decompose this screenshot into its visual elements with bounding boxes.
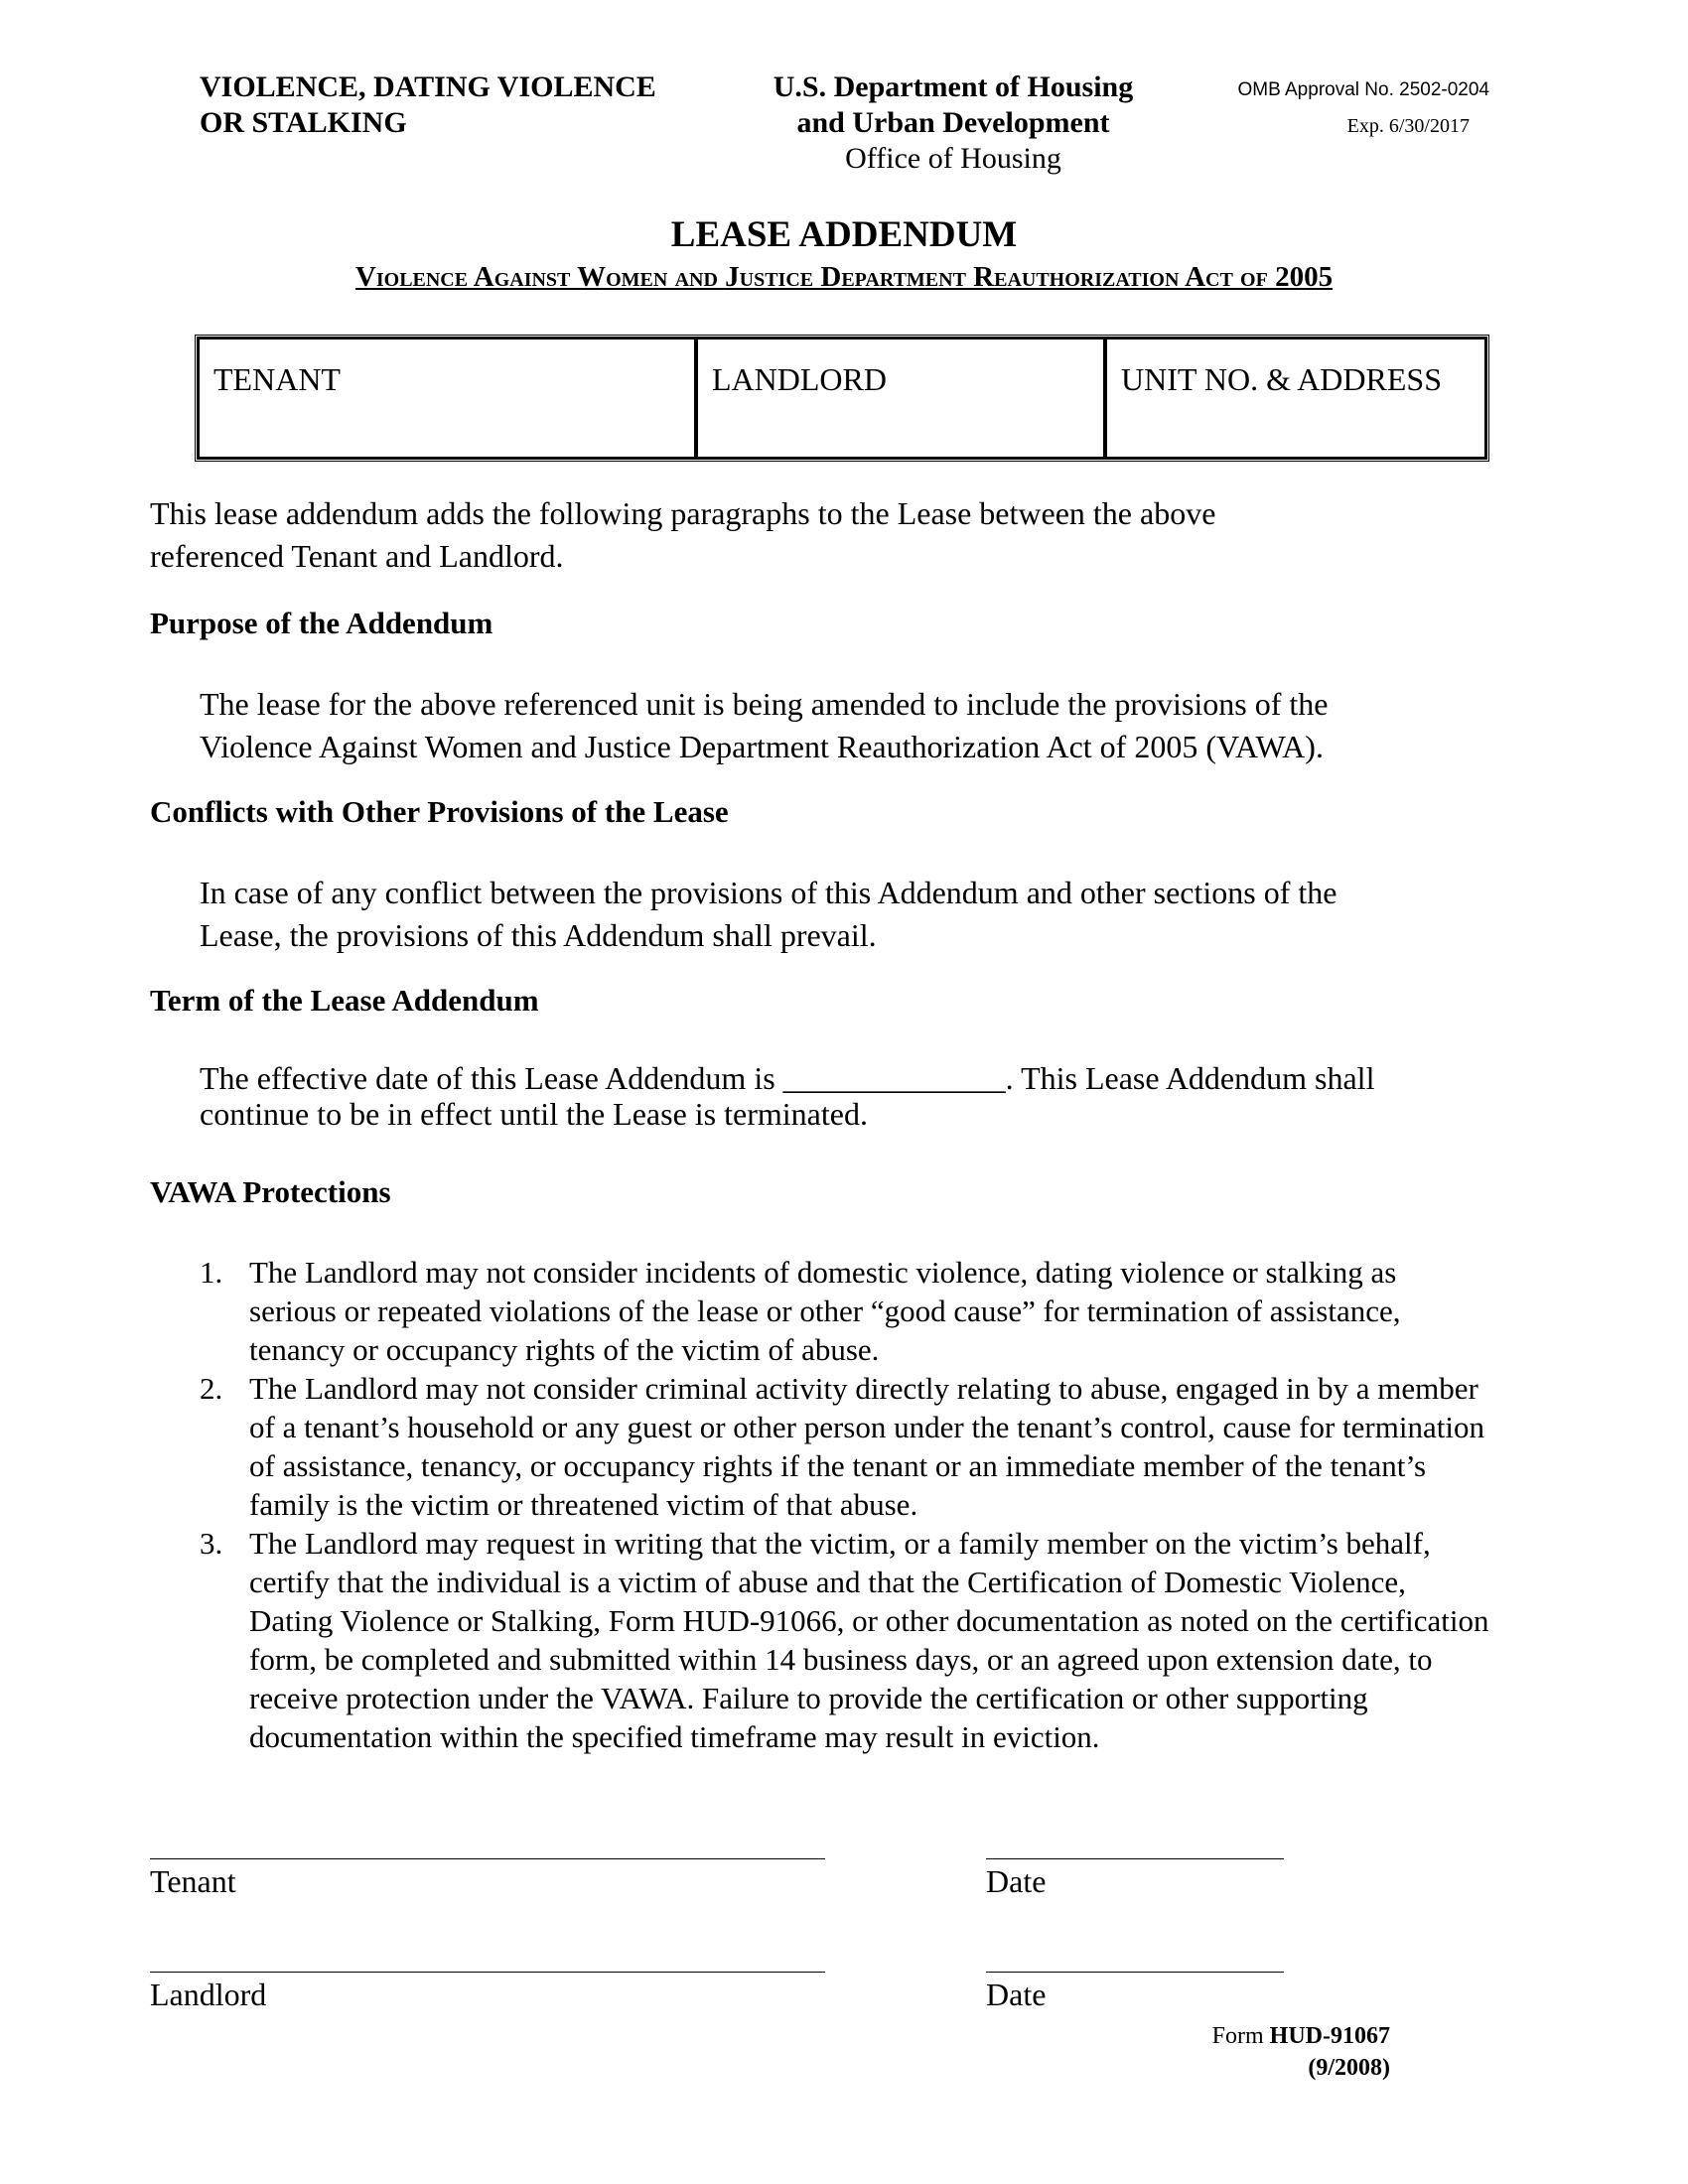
unit-address-cell[interactable]: UNIT NO. & ADDRESS xyxy=(1105,338,1486,459)
department-office: Office of Housing xyxy=(845,142,1061,175)
vawa-list xyxy=(200,1253,1490,1756)
omb-approval: OMB Approval No. 2502-0204 xyxy=(1237,79,1489,100)
tenant-date-line[interactable] xyxy=(986,1858,1284,1859)
tenant-cell[interactable]: TENANT xyxy=(198,338,696,459)
term-text-line2: continue to be in effect until the Lease is terminated. xyxy=(200,1096,868,1132)
omb-block xyxy=(1192,79,1489,138)
document-subtitle: Violence Against Women and Justice Department Reauthorization Act of 2005 xyxy=(354,261,1334,293)
landlord-date-label: Date xyxy=(986,1977,1047,2012)
department-line2: and Urban Development xyxy=(796,106,1110,139)
form-number: HUD-91067 xyxy=(1269,2023,1390,2049)
tenant-date-label: Date xyxy=(986,1863,1047,1899)
vawa-item xyxy=(200,1524,1490,1756)
form-prefix: Form xyxy=(1211,2023,1264,2049)
form-identifier xyxy=(1182,2020,1390,2084)
purpose-heading: Purpose of the Addendum xyxy=(150,606,493,640)
vawa-heading: VAWA Protections xyxy=(150,1174,391,1209)
department-block xyxy=(735,69,1172,177)
landlord-signature-line[interactable] xyxy=(150,1972,825,1973)
tenant-signature-label: Tenant xyxy=(150,1863,236,1899)
vawa-item-text: The Landlord may not consider criminal activity directly relating to abuse, engaged in by a member of a tenant’s household or any guest or other person under the tenant’s control, cause for termination of assistance, tenancy, or occupancy rights if the tenant or an immediate member of the tenant’s family is the victim or threatened victim of that abuse. xyxy=(249,1371,1484,1522)
vawa-item-number: 1. xyxy=(200,1255,223,1290)
landlord-date-line[interactable] xyxy=(986,1972,1284,1973)
vawa-item-number: 3. xyxy=(200,1526,223,1561)
expiration-date: Exp. 6/30/2017 xyxy=(1346,115,1470,137)
form-category-line1: VIOLENCE, DATING VIOLENCE xyxy=(200,70,656,103)
purpose-text-line1: The lease for the above referenced unit is being amended to include the provisions of the xyxy=(200,686,1329,722)
conflicts-text xyxy=(200,872,1471,957)
vawa-item xyxy=(200,1369,1490,1524)
term-text xyxy=(200,1060,1471,1132)
intro-paragraph: This lease addendum adds the following paragraphs to the Lease between the above referenced Tenant and Landlord. xyxy=(150,495,1216,574)
tenant-signature-line[interactable] xyxy=(150,1858,825,1859)
vawa-item-text: The Landlord may not consider incidents of domestic violence, dating violence or stalking as serious or repeated violations of the lease or other “good cause” for termination of assistance, tenancy or occupancy rights of the victim of abuse. xyxy=(249,1255,1401,1367)
parties-table xyxy=(195,335,1489,462)
form-revision: (9/2008) xyxy=(1308,2055,1390,2081)
conflicts-text-line1: In case of any conflict between the provisions of this Addendum and other sections of the xyxy=(200,875,1337,910)
vawa-item-text: The Landlord may request in writing that the victim, or a family member on the victim’s behalf, certify that the individual is a victim of abuse and that the Certification of Domestic Violence, Dating Violence or Stalking, Form HUD-91066, or other documentation as noted on the certification form, be completed and submitted within 14 business days, or an agreed upon extension date, to receive protection under the VAWA. Failure to provide the certification or other supporting documentation within the specified timeframe may result in eviction. xyxy=(249,1526,1489,1754)
conflicts-heading: Conflicts with Other Provisions of the Lease xyxy=(150,794,729,829)
document-title: LEASE ADDENDUM xyxy=(670,214,1018,255)
department-line1: U.S. Department of Housing xyxy=(773,70,1134,103)
vawa-item xyxy=(200,1253,1490,1369)
landlord-cell[interactable]: LANDLORD xyxy=(696,338,1105,459)
landlord-signature-label: Landlord xyxy=(150,1977,267,2012)
parties-row xyxy=(198,338,1486,459)
vawa-item-number: 2. xyxy=(200,1371,223,1406)
purpose-text xyxy=(200,683,1471,768)
term-text-line1: The effective date of this Lease Addendum is ______________. This Lease Addendum shall xyxy=(200,1060,1375,1096)
purpose-text-line2: Violence Against Women and Justice Department Reauthorization Act of 2005 (VAWA). xyxy=(200,729,1324,764)
term-heading: Term of the Lease Addendum xyxy=(150,983,539,1018)
form-category-line2: OR STALKING xyxy=(200,106,407,139)
conflicts-text-line2: Lease, the provisions of this Addendum shall prevail. xyxy=(200,917,877,953)
form-category xyxy=(200,69,656,141)
